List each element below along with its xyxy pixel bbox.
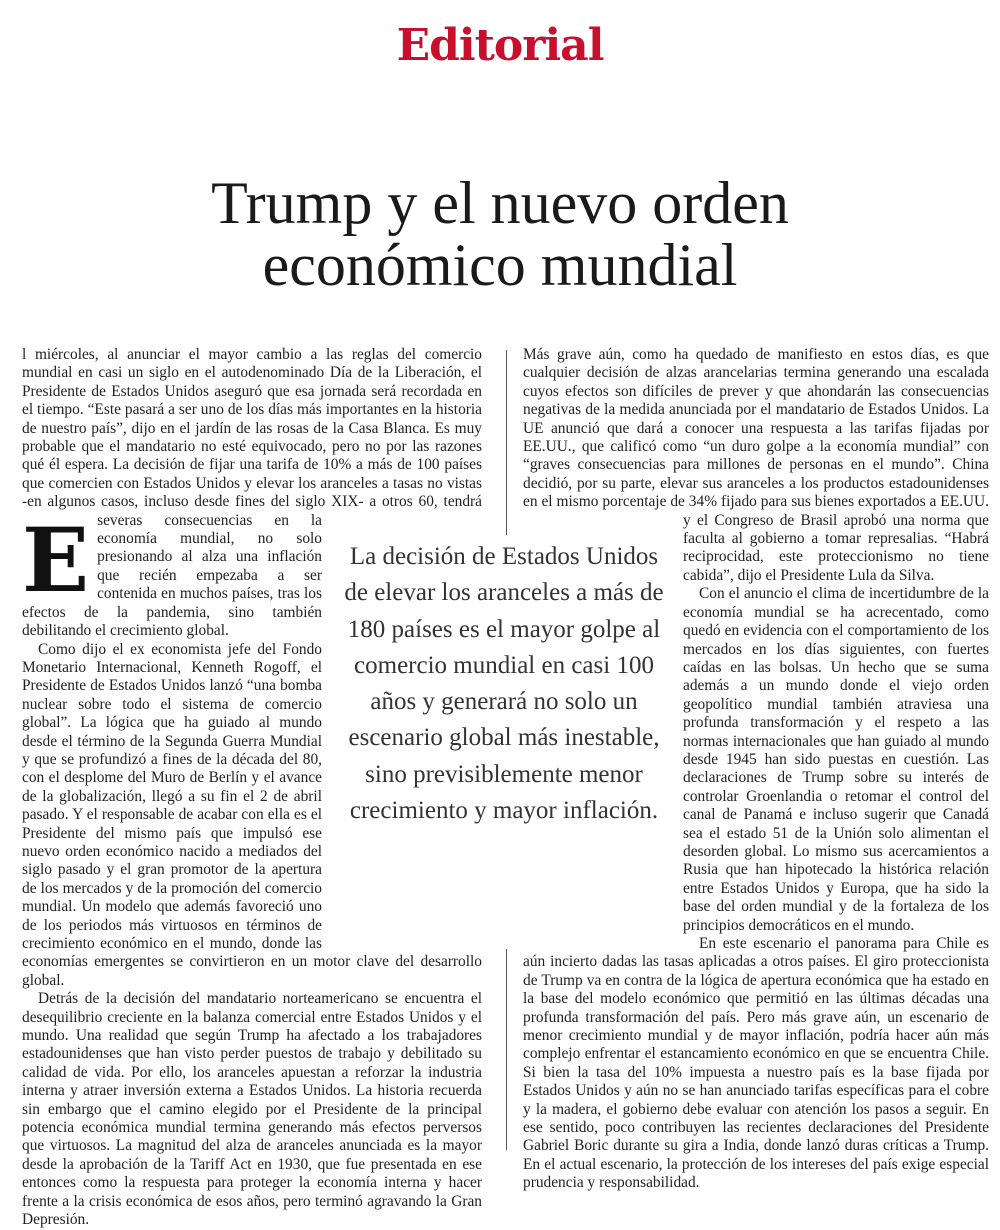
article-paragraph: E l miércoles, al anunciar el mayor cambio a las reglas del comercio mundial en casi un siglo en el autodenominado Día de la Liberación, el Presidente de Estados Unidos aseguró que esa jornada será recordada en el tiempo. “Este pasará a ser uno de los días más importantes en la historia de nuestro país”, dijo en el jardín de las rosas de la Casa Blanca. Es muy probable que el mandatario no esté equivocado, pero no por las razones qué él espera. La decisión de fijar una tarifa de 10% a más de 100 países que comercien con Estados Unidos y elevar los aranceles a tasas no vistas -en algunos casos, incluso desde fines del siglo XIX- a otros 60, tendrá severas consecuencias en la economía mundial, no solo presionando al alza una inflación que recién empezaba a ser contenida en muchos países, tras los efectos de la pandemia, sino también debilitando el crecimiento global. xyxy=(22,346,482,640)
pull-quote: La decisión de Estados Unidos de elevar los aranceles a más de 180 países es el mayor golpe al comercio mundial en casi 100 años y generará no solo un escenario global más inestable, sino previsiblemente menor crecimiento y mayor inflación. xyxy=(338,535,670,949)
article-paragraph: En este escenario el panorama para Chile es aún incierto dadas las tasas aplicadas a otros países. El giro proteccionista de Trump va en contra de la lógica de apertura económica que ha estado en la base del modelo económico que permitió en las últimas décadas una profunda transformación del país. Pero más grave aún, un escenario de menor crecimiento mundial y de mayor inflación, podría hacer aún más complejo enfrentar el estancamiento económico en que se encuentra Chile. Si bien la tasa del 10% impuesta a nuestro país es la base fijada por Estados Unidos y aún no se han anunciado tarifas específicas para el cobre y la madera, el gobierno debe evaluar con atención los pasos a seguir. En ese sentido, poco contribuyen las recientes declaraciones del Presidente Gabriel Boric durante su gira a India, donde lanzó duras críticas a Trump. En el actual escenario, la protección de los intereses del país exige especial prudencia y responsabilidad. xyxy=(523,935,989,1192)
headline xyxy=(0,172,1000,296)
article-paragraph: Detrás de la decisión del mandatario norteamericano se encuentra el desequilibrio creciente en la balanza comercial entre Estados Unidos y el mundo. Una realidad que según Trump ha afectado a los trabajadores estadounidenses que han visto perder puestos de trabajo y debilitado su calidad de vida. Por ello, los aranceles apuestan a reforzar la industria interna y atraer inversión externa a Estados Unidos. La historia recuerda sin embargo que el camino elegido por el Presidente de la principal potencia económica mundial termina generando más efectos perversos que virtuosos. La magnitud del alza de aranceles anunciada es la mayor desde la aprobación de la Tariff Act en 1930, que fue presentada en ese entonces como la respuesta para proteger la economía interna y hacer frente a la crisis económica de esos años, pero terminó agravando la Gran Depresión. xyxy=(22,990,482,1229)
dropcap: E xyxy=(22,508,90,612)
headline-line-2: económico mundial xyxy=(262,232,738,298)
section-title: Editorial xyxy=(396,20,604,71)
article-paragraph: Más grave aún, como ha quedado de manifiesto en estos días, es que cualquier decisión de alzas arancelarias termina generando una escalada cuyos efectos son difíciles de prever y que ahondarán las consecuencias negativas de la medida anunciada por el mandatario de Estados Unidos. La UE anunció que dará a conocer una respuesta a las tarifas fijadas por EE.UU., que calificó como “un duro golpe a la economía mundial” con “graves consecuencias para millones de personas en el mundo”. China decidió, por su parte, elevar sus aranceles a los productos estadounidenses en el mismo porcentaje de 34% fijado para sus bienes exportados a EE.UU. y el Congreso de Brasil aprobó una norma que faculta al gobierno a tomar represalias. “Habrá reciprocidad, este proteccionismo no tiene cabida”, dijo el Presidente Lula da Silva. xyxy=(523,346,989,584)
article-paragraph: Con el anuncio el clima de incertidumbre de la economía mundial se ha acrecentado, como quedó en evidencia con el comportamiento de los mercados en los días siguientes, con fuertes caídas en las bolsas. Un hecho que se suma además a un mundo donde el viejo orden geopolítico mundial también atraviesa una profunda transformación y el respeto a las normas internacionales que han guiado al mundo desde 1945 han sido puestas en cuestión. Las declaraciones de Trump sobre su interés de controlar Groenlandia o retomar el control del canal de Panamá e incluso sugerir que Canadá sea el estado 51 de la Unión solo alimentan el desorden global. Lo mismo sus acercamientos a Rusia que han hipotecado la histórica relación entre Estados Unidos y Europa, que ha sido la base del orden mundial y de la fortaleza de los principios democráticos en el mundo. xyxy=(683,585,989,934)
article-paragraph: Como dijo el ex economista jefe del Fondo Monetario Internacional, Kenneth Rogoff, el Presidente de Estados Unidos lanzó “una bomba nuclear sobre todo el sistema de comercio global”. La lógica que ha guiado al mundo desde el término de la Segunda Guerra Mundial y que se profundizó a fines de la década del 80, con el desplome del Muro de Berlín y el avance de la globalización, llegó a su fin el 2 de abril pasado. Y el responsable de acabar con ella es el Presidente del mismo país que impulsó ese nuevo orden económico nacido a mediados del siglo pasado y el gran promotor de la apertura de los mercados y de la promoción del comercio mundial. Un modelo que además favoreció uno de los periodos más virtuosos en términos de crecimiento económico en el mundo, donde las economías emergentes se convirtieron en un motor clave del desarrollo global. xyxy=(22,640,482,989)
headline-line-1: Trump y el nuevo orden xyxy=(211,170,789,236)
